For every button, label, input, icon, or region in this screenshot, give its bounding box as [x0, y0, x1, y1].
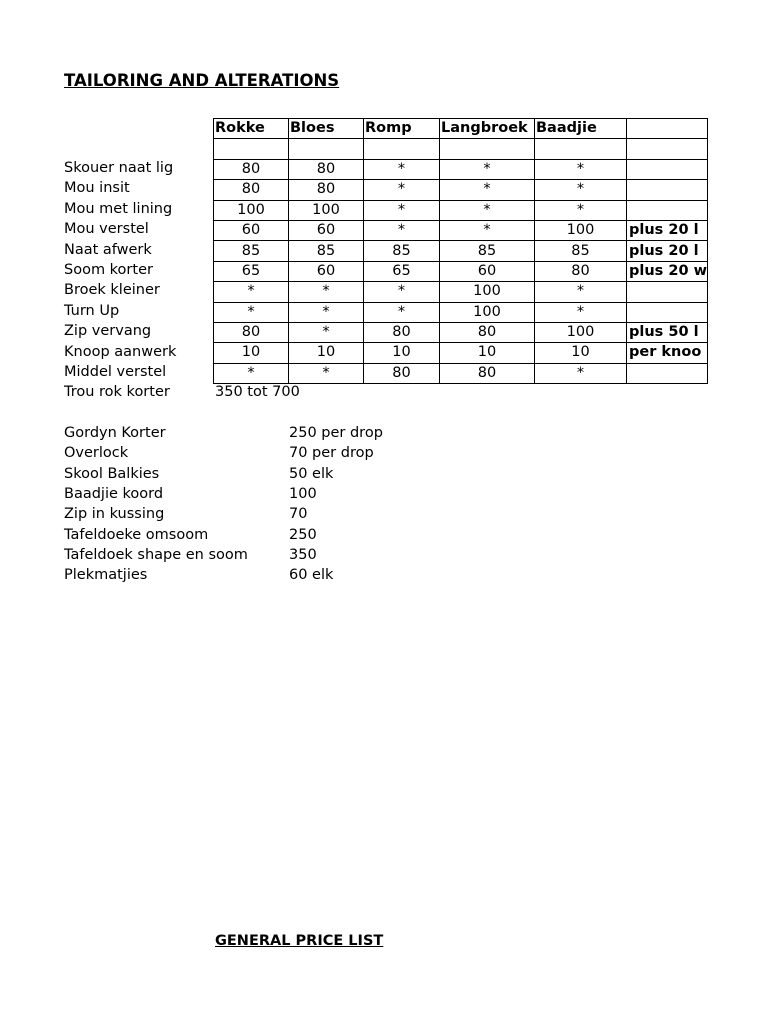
price-cell: * [535, 180, 627, 200]
trou-rok-value: 350 tot 700 [215, 384, 300, 400]
table-row [214, 180, 708, 200]
price-cell: 80 [214, 159, 289, 179]
row-label: Knoop aanwerk [64, 343, 177, 360]
price-cell: * [214, 302, 289, 322]
price-cell: * [364, 180, 440, 200]
note-cell [627, 159, 708, 179]
price-cell: * [535, 200, 627, 220]
row-label: Naat afwerk [64, 241, 152, 258]
service-price: 60 elk [289, 567, 334, 584]
note-cell: plus 20 l [627, 220, 708, 240]
price-cell: * [440, 180, 535, 200]
table-row [214, 220, 708, 240]
row-label: Skouer naat lig [64, 160, 174, 176]
price-cell: * [364, 200, 440, 220]
price-cell: 100 [289, 200, 364, 220]
price-cell: 10 [535, 343, 627, 363]
column-header: Rokke [214, 119, 289, 139]
price-cell: 60 [289, 220, 364, 240]
table-blank-row [214, 139, 708, 159]
row-label: Soom korter [64, 262, 153, 278]
empty-cell [214, 139, 289, 159]
note-cell [627, 302, 708, 322]
price-cell: * [214, 363, 289, 383]
price-cell: 80 [364, 363, 440, 383]
row-label: Zip vervang [64, 323, 152, 340]
price-cell: 80 [535, 261, 627, 281]
note-cell [627, 282, 708, 302]
service-label: Skool Balkies [64, 465, 160, 482]
price-cell: 80 [289, 180, 364, 200]
price-cell: 85 [440, 241, 535, 261]
service-label: Tafeldoek shape en soom [64, 546, 248, 563]
price-cell: 85 [289, 241, 364, 261]
empty-cell [440, 139, 535, 159]
service-label: Zip in kussing [64, 506, 165, 523]
price-cell: 80 [364, 322, 440, 342]
note-cell [627, 200, 708, 220]
price-cell: 60 [289, 261, 364, 281]
price-cell: 65 [214, 261, 289, 281]
footer-title: GENERAL PRICE LIST [215, 933, 384, 949]
empty-cell [535, 139, 627, 159]
note-cell: plus 50 l [627, 322, 708, 342]
service-price: 100 [289, 485, 317, 502]
service-label: Overlock [64, 445, 129, 462]
table-row [214, 363, 708, 383]
price-cell: 60 [214, 220, 289, 240]
row-label: Mou met lining [64, 200, 173, 217]
row-label: Turn Up [64, 302, 120, 319]
note-cell: per knoo [627, 343, 708, 363]
column-header [627, 119, 708, 139]
empty-cell [364, 139, 440, 159]
price-cell: * [535, 363, 627, 383]
column-header: Baadjie [535, 119, 627, 139]
price-cell: 100 [214, 200, 289, 220]
table-row [214, 200, 708, 220]
price-cell: * [289, 302, 364, 322]
price-cell: 60 [440, 261, 535, 281]
price-cell: 85 [364, 241, 440, 261]
service-label: Gordyn Korter [64, 425, 166, 441]
service-label: Tafeldoeke omsoom [64, 526, 209, 543]
price-cell: * [289, 363, 364, 383]
price-cell: * [364, 302, 440, 322]
note-cell [627, 363, 708, 383]
price-cell: * [364, 282, 440, 302]
price-cell: 10 [440, 343, 535, 363]
price-cell: 80 [214, 322, 289, 342]
column-header: Romp [364, 119, 440, 139]
price-cell: 100 [535, 322, 627, 342]
price-cell: 65 [364, 261, 440, 281]
column-header: Bloes [289, 119, 364, 139]
price-cell: 10 [364, 343, 440, 363]
price-cell: * [535, 282, 627, 302]
row-label: Middel verstel [64, 364, 167, 380]
price-cell: * [364, 220, 440, 240]
service-price: 50 elk [289, 465, 334, 482]
price-cell: 85 [535, 241, 627, 261]
column-header: Langbroek [440, 119, 535, 139]
service-price: 250 [289, 526, 317, 543]
price-cell: 85 [214, 241, 289, 261]
service-price: 350 [289, 546, 317, 563]
row-label: Broek kleiner [64, 282, 160, 299]
price-cell: * [440, 159, 535, 179]
empty-cell [289, 139, 364, 159]
table-row [214, 322, 708, 342]
table-row [214, 302, 708, 322]
row-label: Mou verstel [64, 221, 149, 238]
price-cell: * [214, 282, 289, 302]
table-row [214, 241, 708, 261]
price-cell: * [440, 220, 535, 240]
table-header-row [214, 119, 708, 139]
note-cell: plus 20 l [627, 241, 708, 261]
note-cell [627, 180, 708, 200]
price-cell: 80 [289, 159, 364, 179]
table-row [214, 159, 708, 179]
service-label: Plekmatjies [64, 567, 148, 584]
price-cell: 10 [289, 343, 364, 363]
price-cell: 80 [440, 322, 535, 342]
price-cell: 80 [440, 363, 535, 383]
price-cell: 100 [535, 220, 627, 240]
price-cell: 10 [214, 343, 289, 363]
service-label: Baadjie koord [64, 485, 164, 502]
table-row [214, 282, 708, 302]
price-cell: * [535, 159, 627, 179]
price-table [213, 118, 708, 384]
note-cell: plus 20 w [627, 261, 708, 281]
price-cell: 100 [440, 302, 535, 322]
page-title: TAILORING AND ALTERATIONS [64, 71, 340, 90]
price-cell: 80 [214, 180, 289, 200]
table-row [214, 343, 708, 363]
service-price: 70 per drop [289, 445, 374, 462]
empty-cell [627, 139, 708, 159]
trou-rok-label: Trou rok korter [64, 384, 170, 400]
row-label: Mou insit [64, 180, 130, 197]
price-cell: * [289, 282, 364, 302]
service-price: 70 [289, 506, 308, 523]
price-cell: * [364, 159, 440, 179]
service-price: 250 per drop [289, 425, 383, 441]
table-row [214, 261, 708, 281]
price-cell: 100 [440, 282, 535, 302]
price-cell: * [440, 200, 535, 220]
price-cell: * [535, 302, 627, 322]
price-cell: * [289, 322, 364, 342]
